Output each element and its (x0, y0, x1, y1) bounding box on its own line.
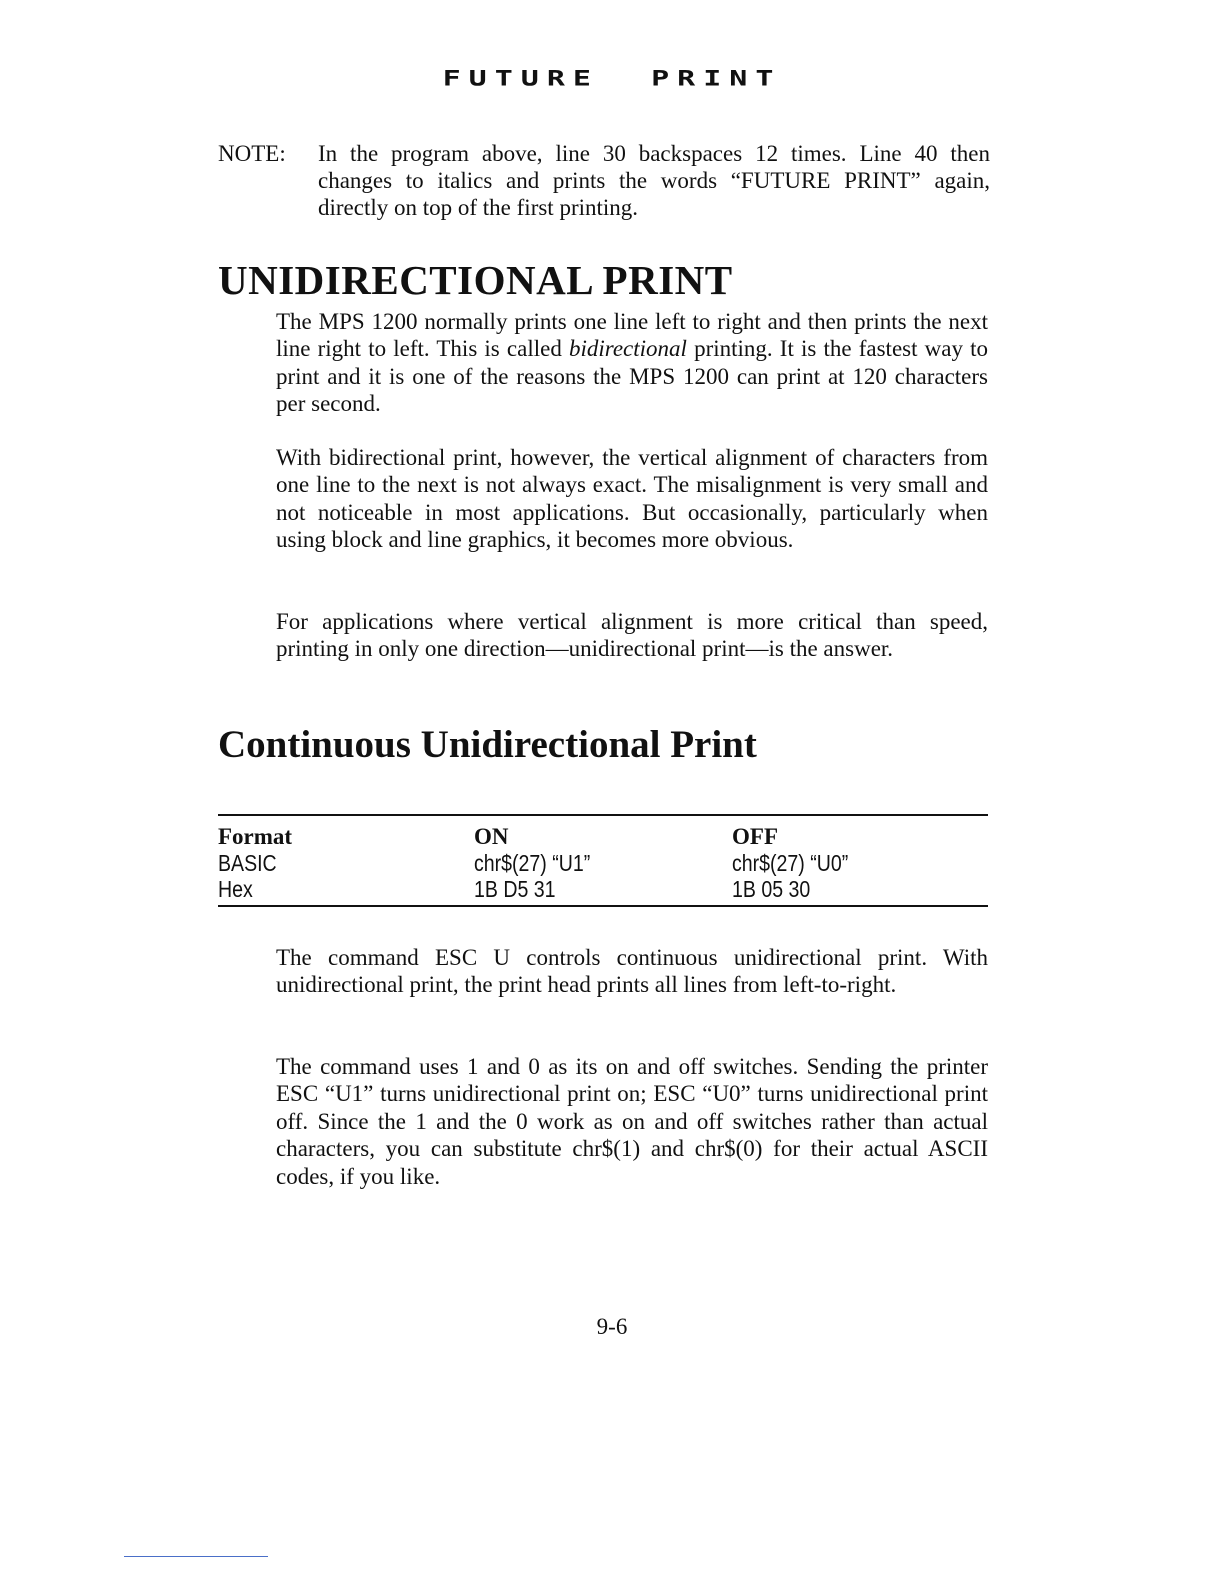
cell-on: 1B D5 31 (474, 876, 556, 902)
paragraph-esc-u: The command ESC U controls continuous unidirectional print. With unidirectional print, the print head prints all lines from left-to-right. (276, 945, 988, 998)
paragraph-text: printing. It is the fastest way to print and it is one of the reasons the MPS 1200 can print at 120 characters per second. (276, 336, 988, 417)
cell-format: BASIC (218, 850, 277, 876)
paragraph-text: The MPS 1200 normally prints one line left to right and then prints the next line right to left. This is called (276, 309, 988, 362)
header-format: Format (218, 824, 293, 849)
emphasis-bidirectional: bidirectional (568, 336, 687, 362)
paragraph-switches: The command uses 1 and 0 as its on and off switches. Sending the printer ESC “U1” turns unidirectional print on; ESC “U0” turns unidirectional print off. Since the 1 and the 0 work as on and off switches rather than actual characters, you can substitute chr$(1) and chr$(0) for their actual ASCII codes, if you like. (276, 1054, 988, 1189)
running-head: FUTURE PRINT (442, 66, 782, 92)
note-label: NOTE: (218, 141, 286, 166)
section-title: UNIDIRECTIONAL PRINT (218, 257, 733, 303)
table-header-row (218, 824, 988, 850)
footer-rule (124, 1556, 268, 1557)
cell-off: chr$(27) “U0” (732, 850, 849, 876)
header-off: OFF (732, 824, 778, 849)
table-row (218, 876, 988, 902)
cell-on: chr$(27) “U1” (474, 850, 591, 876)
paragraph-applications: For applications where vertical alignment is more critical than speed, printing in only one direction—unidirectional print—is the answer. (276, 609, 988, 662)
subsection-title: Continuous Unidirectional Print (218, 723, 757, 766)
note-block (218, 140, 990, 221)
note-text: In the program above, line 30 backspaces 12 times. Line 40 then changes to italics and prints the words “FUTURE PRINT” again, directly on top of the first printing. (318, 141, 990, 220)
page-number: 9-6 (596, 1314, 628, 1339)
cell-format: Hex (218, 876, 253, 902)
cell-off: 1B 05 30 (732, 876, 811, 902)
table-row (218, 850, 988, 876)
paragraph-bidirectional (276, 308, 988, 418)
header-on: ON (474, 824, 509, 849)
paragraph-alignment: With bidirectional print, however, the vertical alignment of characters from one line to the next is not always exact. The misalignment is very small and not noticeable in most applications. But occasionally, particularly when using block and line graphics, it becomes more obvious. (276, 445, 988, 553)
command-table (218, 814, 988, 907)
